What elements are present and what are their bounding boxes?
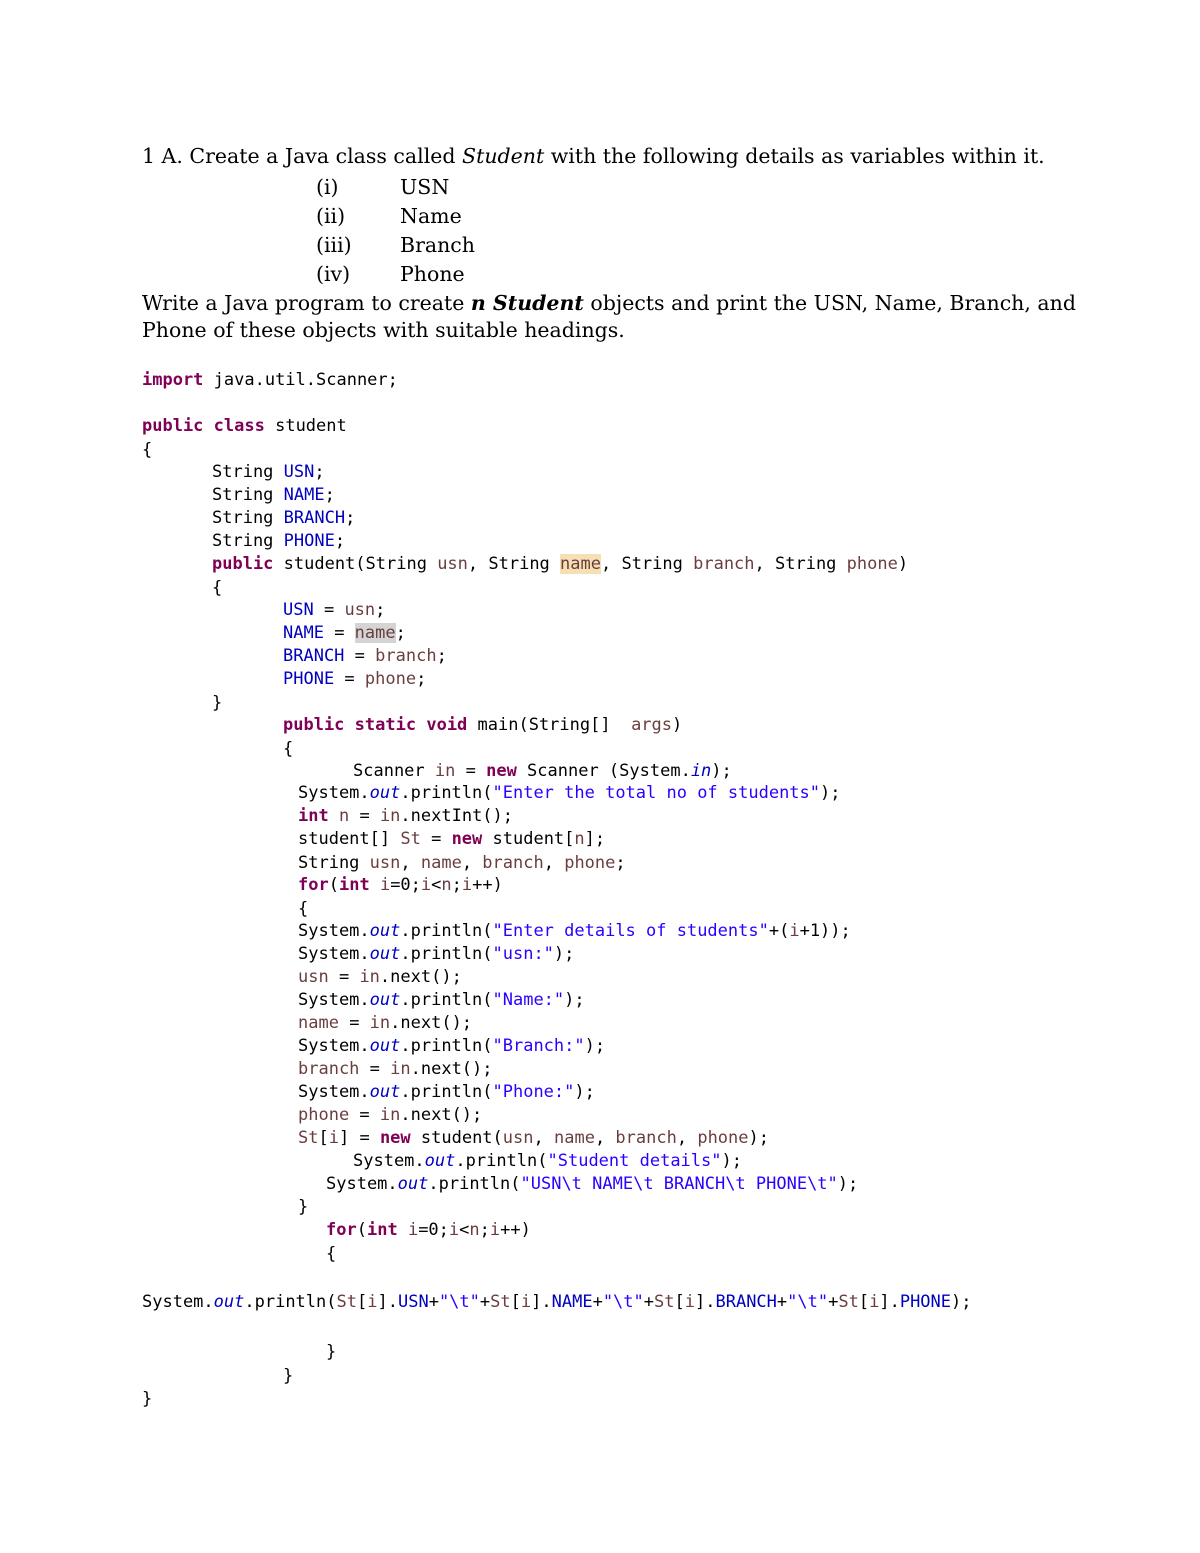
variable-list bbox=[316, 173, 475, 289]
code-line: System.out.println("Enter the total no of students"); bbox=[298, 783, 841, 803]
code-line: { bbox=[142, 440, 153, 460]
code-line: { bbox=[212, 578, 223, 598]
question-heading: 1 A. Create a Java class called Student with the following details as variables within it. bbox=[142, 144, 1045, 168]
code-line: public static void main(String[] args) bbox=[283, 715, 683, 735]
code-line: St[i] = new student(usn, name, branch, phone); bbox=[298, 1128, 769, 1148]
code-line: System.out.println("Branch:"); bbox=[298, 1036, 606, 1056]
code-line: PHONE = phone; bbox=[283, 669, 427, 689]
list-item: (ii) Name bbox=[316, 204, 462, 228]
code-line: NAME = name; bbox=[283, 623, 406, 643]
list-item: (i) USN bbox=[316, 175, 450, 199]
code-line: String NAME; bbox=[212, 485, 335, 505]
code-line: String BRANCH; bbox=[212, 508, 356, 528]
code-line: System.out.println(St[i].USN+"\t"+St[i].NAME+"\t"+St[i].BRANCH+"\t"+St[i].PHONE); bbox=[142, 1292, 972, 1312]
code-line: USN = usn; bbox=[283, 600, 386, 620]
code-line: String USN; bbox=[212, 462, 325, 482]
code-line: int n = in.nextInt(); bbox=[298, 806, 514, 826]
code-line: public class student bbox=[142, 416, 347, 436]
code-line: student[] St = new student[n]; bbox=[298, 829, 606, 849]
list-item: (iii) Branch bbox=[316, 233, 475, 257]
code-line: System.out.println("Phone:"); bbox=[298, 1082, 595, 1102]
code-line: System.out.println("usn:"); bbox=[298, 944, 575, 964]
code-line: for(int i=0;i<n;i++) bbox=[326, 1220, 531, 1240]
code-line: for(int i=0;i<n;i++) bbox=[298, 875, 503, 895]
code-line: System.out.println("Enter details of students"+(i+1)); bbox=[298, 921, 851, 941]
class-name: Student bbox=[462, 144, 545, 168]
code-line: branch = in.next(); bbox=[298, 1059, 493, 1079]
code-line: } bbox=[142, 1389, 153, 1409]
code-line: { bbox=[298, 899, 309, 919]
task-description: Write a Java program to create n Student objects and print the USN, Name, Branch, and Phone of these objects with suitable headings. bbox=[142, 291, 1076, 342]
code-line: phone = in.next(); bbox=[298, 1105, 483, 1125]
code-line: import java.util.Scanner; bbox=[142, 370, 398, 390]
code-line: BRANCH = branch; bbox=[283, 646, 447, 666]
code-line: System.out.println("Name:"); bbox=[298, 990, 585, 1010]
code-line: { bbox=[283, 739, 294, 759]
code-line: System.out.println("Student details"); bbox=[353, 1151, 742, 1171]
code-line: } bbox=[283, 1366, 294, 1386]
code-line: String PHONE; bbox=[212, 531, 346, 551]
code-line: usn = in.next(); bbox=[298, 967, 462, 987]
code-line: } bbox=[298, 1197, 309, 1217]
code-line: name = in.next(); bbox=[298, 1013, 473, 1033]
code-line: public student(String usn, String name, String branch, String phone) bbox=[212, 554, 909, 574]
code-line: } bbox=[212, 693, 223, 713]
list-item: (iv) Phone bbox=[316, 262, 465, 286]
code-line: Scanner in = new Scanner (System.in); bbox=[353, 761, 732, 781]
code-line: } bbox=[326, 1342, 337, 1362]
code-line: String usn, name, branch, phone; bbox=[298, 853, 626, 873]
code-line: System.out.println("USN\t NAME\t BRANCH\t PHONE\t"); bbox=[326, 1174, 859, 1194]
code-line: { bbox=[326, 1244, 337, 1264]
